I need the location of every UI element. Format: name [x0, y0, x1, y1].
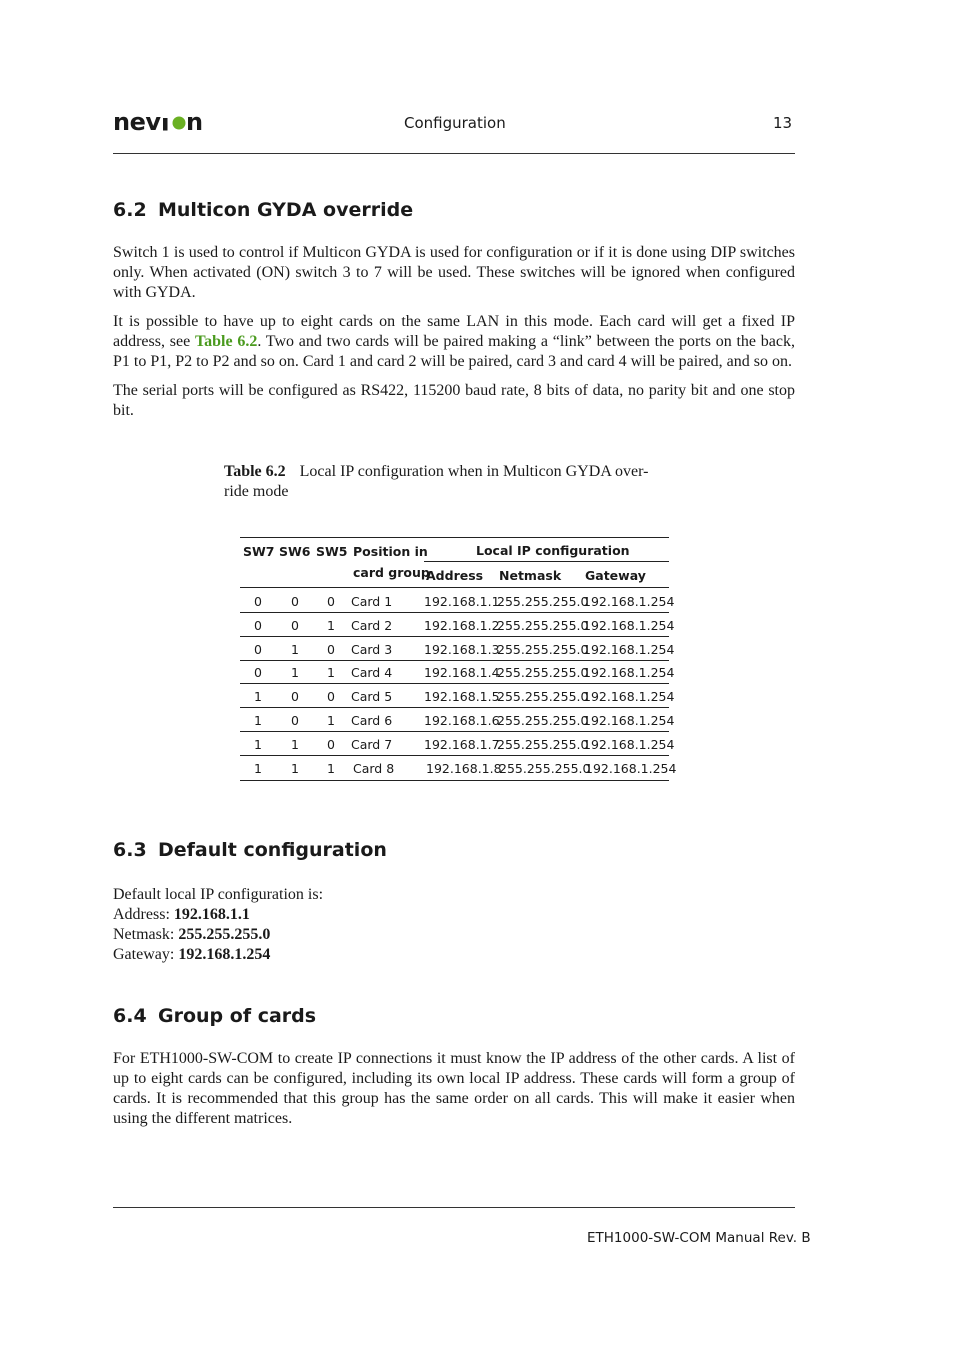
cell-address: 192.168.1.7 [424, 737, 500, 752]
address-value: 192.168.1.1 [173, 906, 250, 923]
paragraph-text: It is possible to have up to eight cards on the same LAN in this mode. Each card will get a fixed IP address, see [113, 313, 795, 350]
header-sw7: SW7 [243, 544, 275, 559]
cell-sw5: 1 [327, 665, 335, 680]
cell-netmask: 255.255.255.0 [497, 665, 589, 680]
cell-sw7: 1 [254, 689, 262, 704]
header-position-line1: Position in [353, 544, 428, 559]
cell-address: 192.168.1.8 [426, 761, 502, 776]
paragraph: Switch 1 is used to control if Multicon GYDA is used for configuration or if it is done using DIP switches only. When activated (ON) switch 3 to 7 will be used. These switches will be ignored when configured with GYDA. [113, 244, 795, 301]
default-netmask-line [113, 925, 323, 945]
cell-card: Card 2 [351, 618, 393, 633]
cell-netmask: 255.255.255.0 [497, 642, 589, 657]
table-row [240, 732, 675, 756]
page-number: 13 [773, 114, 793, 132]
cell-netmask: 255.255.255.0 [497, 713, 589, 728]
default-address-line [113, 905, 323, 925]
cell-sw7: 0 [254, 665, 262, 680]
paragraph: For ETH1000-SW-COM to create IP connections it must know the IP address of the other cards. A list of up to eight cards can be configured, including its own local IP address. These cards will form a group of cards. It is recommended that this group has the same order on all cards. This will make it easier when using the different matrices. [113, 1050, 795, 1127]
netmask-label: Netmask: [113, 926, 179, 943]
cell-sw7: 1 [254, 761, 262, 776]
cell-address: 192.168.1.5 [424, 689, 500, 704]
default-config-block [113, 885, 323, 965]
header-sw5: SW5 [316, 544, 348, 559]
section-heading-6-3 [113, 839, 387, 861]
paragraph-text: . Two and two cards will be paired making a “link” between the ports on the back, P1 to P1, P2 to P2 and so on. Card 1 and card 2 will be paired, card 3 and card 4 will be paired, and so on. [113, 333, 795, 370]
table-row [240, 708, 675, 732]
paragraph [113, 312, 795, 372]
cell-gateway: 192.168.1.254 [583, 713, 675, 728]
cell-address: 192.168.1.1 [424, 594, 500, 609]
table-reference-link[interactable]: Table 6.2 [194, 333, 258, 350]
cell-sw7: 1 [254, 737, 262, 752]
nevion-logo [113, 108, 208, 136]
cell-netmask: 255.255.255.0 [499, 761, 591, 776]
table-row [240, 756, 677, 781]
cell-sw7: 0 [254, 594, 262, 609]
cell-sw7: 0 [254, 642, 262, 657]
cell-gateway: 192.168.1.254 [583, 642, 675, 657]
cell-address: 192.168.1.2 [424, 618, 500, 633]
cell-gateway: 192.168.1.254 [583, 737, 675, 752]
table-top-rule [240, 537, 669, 538]
caption-text-line2: ride mode [224, 483, 289, 500]
section-number: 6.2 [113, 199, 147, 221]
default-gateway-line [113, 945, 323, 965]
cell-sw7: 1 [254, 713, 262, 728]
table-row [240, 684, 675, 708]
header-sw6: SW6 [279, 544, 311, 559]
cell-card: Card 5 [351, 689, 393, 704]
cell-netmask: 255.255.255.0 [497, 618, 589, 633]
cell-sw5: 0 [327, 642, 335, 657]
section-number: 6.3 [113, 839, 147, 861]
cell-gateway: 192.168.1.254 [583, 594, 675, 609]
header-position-line2: card group [353, 565, 430, 580]
section-title: Group of cards [158, 1005, 317, 1027]
cell-gateway: 192.168.1.254 [583, 689, 675, 704]
section-6-4-body [113, 1049, 795, 1138]
cell-card: Card 3 [351, 642, 393, 657]
section-6-2-body [113, 243, 795, 430]
caption-text-line1: Local IP configuration when in Multicon GYDA over- [299, 463, 649, 480]
svg-text:nev: nev [113, 108, 161, 136]
header-local-ip-configuration: Local IP configuration [476, 543, 630, 558]
cell-card: Card 8 [353, 761, 395, 776]
footer-rule [113, 1207, 795, 1208]
cell-address: 192.168.1.3 [424, 642, 500, 657]
cell-gateway: 192.168.1.254 [585, 761, 677, 776]
cell-card: Card 4 [351, 665, 393, 680]
cell-sw6: 1 [291, 737, 299, 752]
footer-document-title: ETH1000-SW-COM Manual Rev. B [587, 1230, 811, 1246]
cell-sw6: 0 [291, 594, 299, 609]
cell-sw5: 1 [327, 761, 335, 776]
cell-card: Card 6 [351, 713, 393, 728]
cell-sw5: 0 [327, 737, 335, 752]
section-title: Default configuration [158, 839, 387, 861]
header-address: Address [426, 568, 484, 583]
cell-sw6: 0 [291, 713, 299, 728]
cell-sw5: 1 [327, 713, 335, 728]
gateway-label: Gateway: [113, 946, 179, 963]
header-gateway: Gateway [585, 568, 646, 583]
cell-gateway: 192.168.1.254 [583, 618, 675, 633]
cell-sw5: 0 [327, 689, 335, 704]
section-heading-6-4 [113, 1005, 316, 1027]
svg-text:n: n [186, 108, 204, 136]
cell-address: 192.168.1.6 [424, 713, 500, 728]
header-rule [113, 153, 795, 154]
header-group-rule [424, 561, 669, 562]
table-caption [224, 462, 686, 502]
header-netmask: Netmask [499, 568, 562, 583]
table-row [240, 660, 675, 684]
cell-sw7: 0 [254, 618, 262, 633]
cell-sw6: 1 [291, 665, 299, 680]
netmask-value: 255.255.255.0 [178, 926, 271, 943]
paragraph: The serial ports will be configured as RS422, 115200 baud rate, 8 bits of data, no parity bit and one stop bit. [113, 382, 795, 419]
cell-sw5: 1 [327, 618, 335, 633]
cell-netmask: 255.255.255.0 [497, 737, 589, 752]
cell-netmask: 255.255.255.0 [497, 689, 589, 704]
header-section-title: Configuration [404, 114, 506, 132]
cell-sw5: 0 [327, 594, 335, 609]
default-config-intro: Default local IP configuration is: [113, 886, 324, 903]
table-row [240, 589, 675, 613]
table-row [240, 613, 675, 637]
section-heading-6-2 [113, 199, 413, 221]
gateway-value: 192.168.1.254 [178, 946, 271, 963]
section-title: Multicon GYDA override [158, 199, 414, 221]
section-number: 6.4 [113, 1005, 147, 1027]
cell-sw6: 1 [291, 761, 299, 776]
cell-card: Card 1 [351, 594, 393, 609]
address-label: Address: [113, 906, 174, 923]
cell-address: 192.168.1.4 [424, 665, 500, 680]
cell-gateway: 192.168.1.254 [583, 665, 675, 680]
cell-sw6: 1 [291, 642, 299, 657]
table-row [240, 637, 675, 661]
cell-card: Card 7 [351, 737, 393, 752]
table-label: Table 6.2 [224, 463, 286, 480]
cell-sw6: 0 [291, 689, 299, 704]
cell-netmask: 255.255.255.0 [497, 594, 589, 609]
cell-sw6: 0 [291, 618, 299, 633]
